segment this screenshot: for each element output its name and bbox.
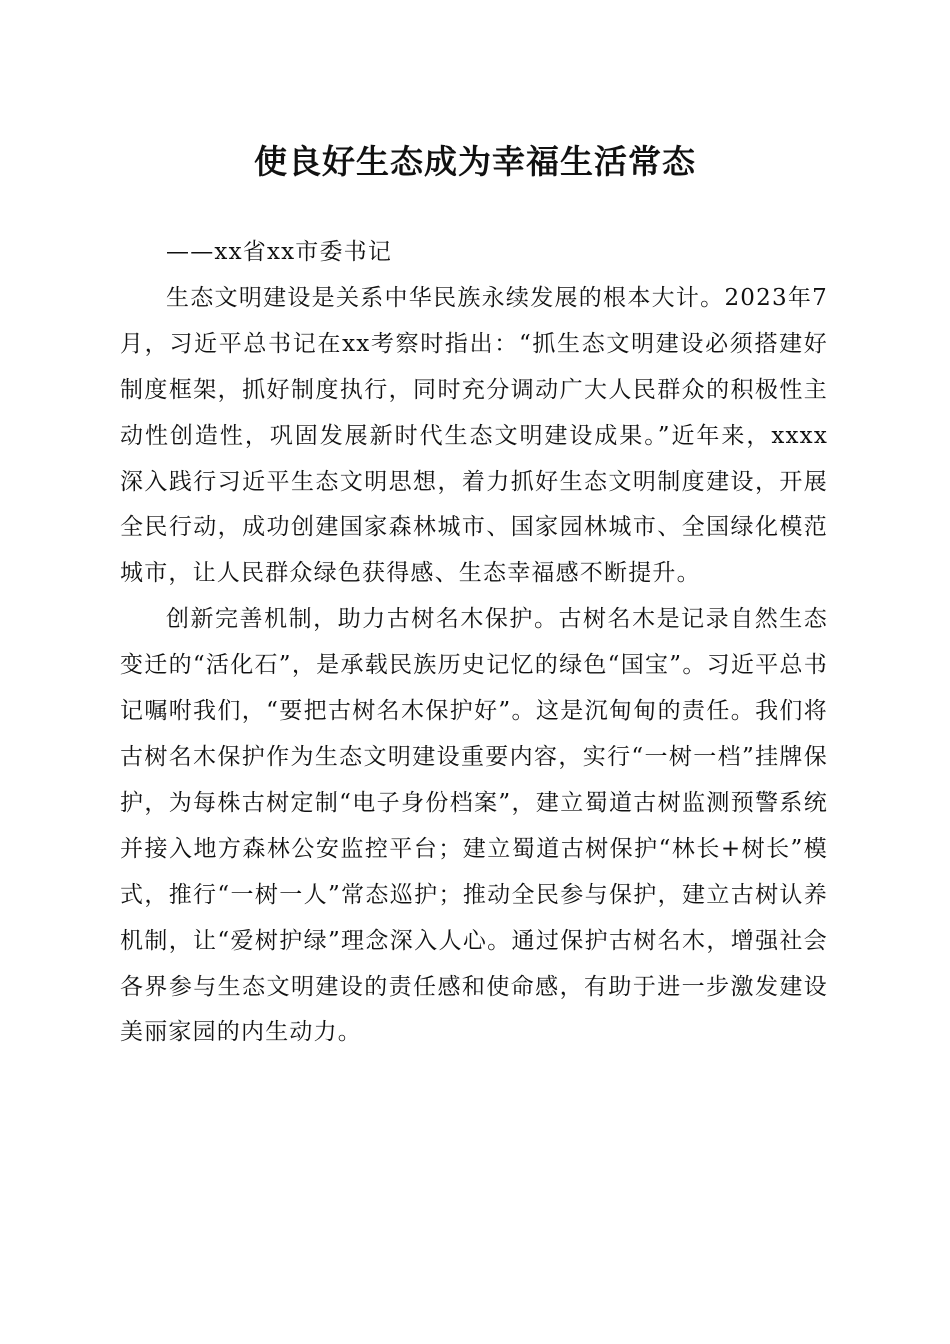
document-title: 使良好生态成为幸福生活常态 — [254, 142, 696, 181]
paragraph: 创新完善机制，助力古树名木保护。古树名木是记录自然生态变迁的“活化石”，是承载民族历史记忆的绿色“国宝”。习近平总书记嘱咐我们，“要把古树名木保护好”。这是沉甸甸的责任。我们将古树名木保护作为生态文明建设重要内容，实行“一树一档”挂牌保护，为每株古树定制“电子身份档案”，建立蜀道古树监测预警系统并接入地方森林公安监控平台；建立蜀道古树保护“林长+树长”模式，推行“一树一人”常态巡护；推动全民参与保护，建立古树认养机制，让“爱树护绿”理念深入人心。通过保护古树名木，增强社会各界参与生态文明建设的责任感和使命感，有助于进一步激发建设美丽家园的内生动力。 — [120, 606, 828, 1046]
document-body — [120, 230, 828, 1056]
byline: ——xx省xx市委书记 — [166, 239, 393, 265]
paragraph: 生态文明建设是关系中华民族永续发展的根本大计。2023年7月，习近平总书记在xx考察时指出：“抓生态文明建设必须搭建好制度框架，抓好制度执行，同时充分调动广大人民群众的积极性主动性创造性，巩固发展新时代生态文明建设成果。”近年来，xxxx深入践行习近平生态文明思想，着力抓好生态文明制度建设，开展全民行动，成功创建国家森林城市、国家园林城市、全国绿化模范城市，让人民群众绿色获得感、生态幸福感不断提升。 — [120, 284, 828, 587]
